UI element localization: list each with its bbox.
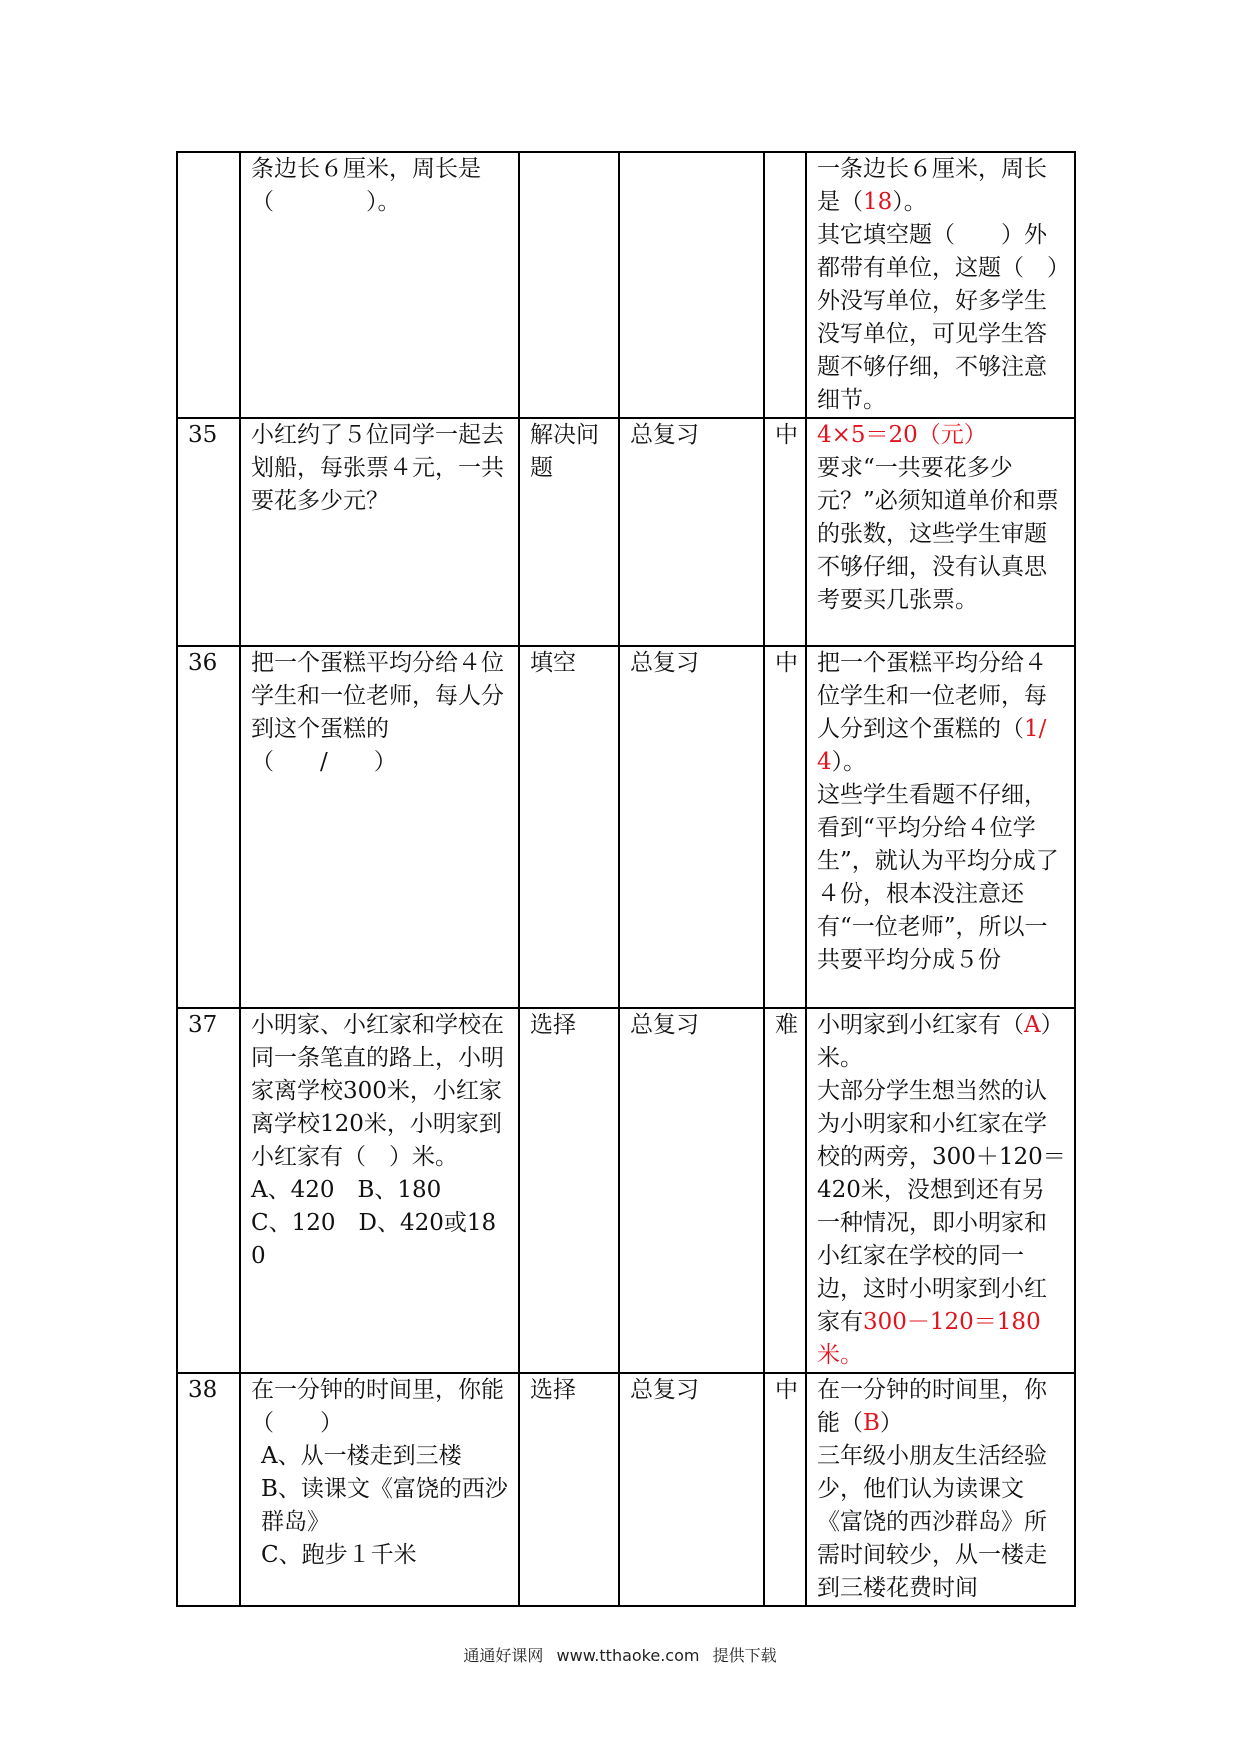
difficulty-level bbox=[764, 152, 806, 418]
unit-name: 总复习 bbox=[619, 1373, 764, 1606]
question-text: 条边长６厘米，周长是 （ ）。 bbox=[240, 152, 519, 418]
difficulty-level: 中 bbox=[764, 1373, 806, 1606]
correct-answer: 1/ 4 bbox=[817, 716, 1070, 775]
answer-analysis: 小明家到小红家有（A）米。 大部分学生想当然的认为小明家和小红家在学校的两旁，300＋120＝420米，没想到还有另一种情况，即小明家和小红家在学校的同一边，这时小明家到小红家有300－120＝180米。 bbox=[806, 1008, 1075, 1373]
question-type: 选择 bbox=[519, 1008, 619, 1373]
error-analysis: 三年级小朋友生活经验少，他们认为读课文《富饶的西沙群岛》所需时间较少，从一楼走到三楼花费时间 bbox=[817, 1443, 1047, 1601]
correct-answer: B bbox=[863, 1410, 880, 1436]
table-row bbox=[177, 1373, 1075, 1606]
correct-answer: A bbox=[1024, 1012, 1041, 1038]
question-number: 37 bbox=[177, 1008, 240, 1373]
error-analysis: 要求“一共要花多少元？”必须知道单价和票的张数，这些学生审题不够仔细，没有认真思考要买几张票。 bbox=[817, 455, 1059, 613]
table-row bbox=[177, 1008, 1075, 1373]
question-number: 36 bbox=[177, 646, 240, 1008]
question-type: 填空 bbox=[519, 646, 619, 1008]
footer-site-url[interactable]: www.tthaoke.com bbox=[556, 1646, 700, 1665]
answer-analysis bbox=[806, 418, 1075, 646]
question-type: 选择 bbox=[519, 1373, 619, 1606]
question-text: 在一分钟的时间里，你能（ ） A、从一楼走到三楼 B、读课文《富饶的西沙群岛》 C、跑步１千米 bbox=[240, 1373, 519, 1606]
difficulty-level: 中 bbox=[764, 418, 806, 646]
page-footer bbox=[0, 1643, 1240, 1666]
table-row bbox=[177, 646, 1075, 1008]
question-type bbox=[519, 152, 619, 418]
answer-analysis: 一条边长６厘米，周长是（18）。 其它填空题（ ）外都带有单位，这题（ ）外没写单位，好多学生没写单位，可见学生答题不够仔细，不够注意细节。 bbox=[806, 152, 1075, 418]
error-analysis: 其它填空题（ ）外都带有单位，这题（ ）外没写单位，好多学生没写单位，可见学生答题不够仔细，不够注意细节。 bbox=[817, 222, 1059, 413]
question-text: 小红约了５位同学一起去划船，每张票４元，一共要花多少元？ bbox=[240, 418, 519, 646]
question-type: 解决问题 bbox=[519, 418, 619, 646]
unit-name: 总复习 bbox=[619, 646, 764, 1008]
correct-answer: 18 bbox=[863, 189, 893, 215]
analysis-table bbox=[176, 151, 1076, 1607]
question-text: 小明家、小红家和学校在同一条笔直的路上，小明家离学校300米，小红家离学校120米，小明家到小红家有（ ）米。 A、420 B、180 C、120 D、420或180 bbox=[240, 1008, 519, 1373]
unit-name bbox=[619, 152, 764, 418]
error-analysis: 这些学生看题不仔细，看到“平均分给４位学生”，就认为平均分成了４份，根本没注意还有“一位老师”，所以一共要平均分成５份 bbox=[817, 782, 1059, 973]
question-number bbox=[177, 152, 240, 418]
unit-name: 总复习 bbox=[619, 1008, 764, 1373]
question-text: 把一个蛋糕平均分给４位学生和一位老师，每人分到这个蛋糕的 （ / ） bbox=[240, 646, 519, 1008]
answer-analysis: 把一个蛋糕平均分给４位学生和一位老师，每人分到这个蛋糕的（1/ 4）。 这些学生看题不仔细，看到“平均分给４位学生”，就认为平均分成了４份，根本没注意还有“一位老师”，所以一共要平均分成５份 bbox=[806, 646, 1075, 1008]
error-analysis: 大部分学生想当然的认为小明家和小红家在学校的两旁，300＋120＝420米，没想到还有另一种情况，即小明家和小红家在学校的同一边，这时小明家到小红家有300－120＝180米。 bbox=[817, 1078, 1066, 1368]
answer-analysis: 在一分钟的时间里，你能（B） 三年级小朋友生活经验少，他们认为读课文《富饶的西沙群岛》所需时间较少，从一楼走到三楼花费时间 bbox=[806, 1373, 1075, 1606]
unit-name: 总复习 bbox=[619, 418, 764, 646]
question-number: 35 bbox=[177, 418, 240, 646]
difficulty-level: 难 bbox=[764, 1008, 806, 1373]
footer-suffix: 提供下载 bbox=[712, 1646, 777, 1665]
difficulty-level: 中 bbox=[764, 646, 806, 1008]
table-row bbox=[177, 152, 1075, 418]
correct-answer: 4×5＝20（元） bbox=[817, 422, 987, 448]
question-number: 38 bbox=[177, 1373, 240, 1606]
footer-site-name: 通通好课网 bbox=[463, 1646, 544, 1665]
table-row bbox=[177, 418, 1075, 646]
